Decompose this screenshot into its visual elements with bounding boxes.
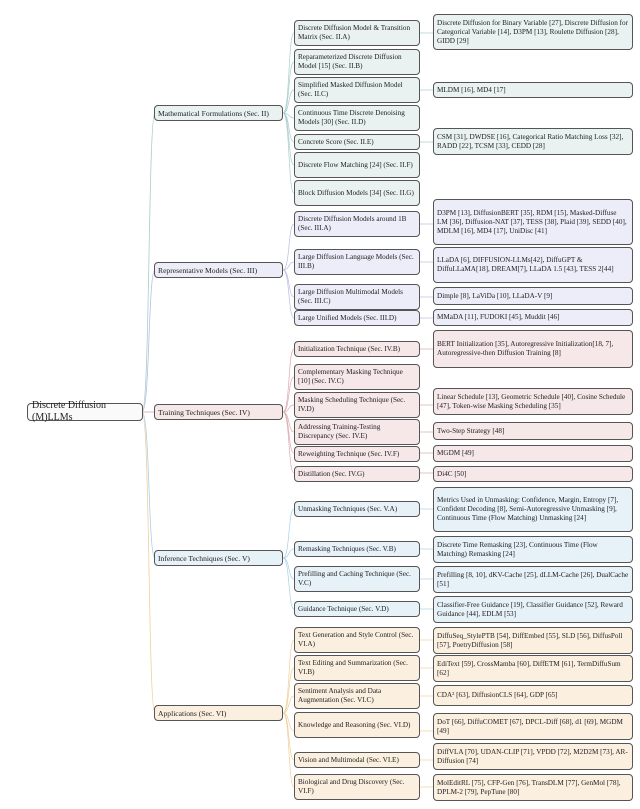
sub-node bbox=[294, 466, 420, 482]
leaf-node bbox=[433, 774, 633, 801]
node-label: Prefilling and Caching Technique (Sec. V.C) bbox=[298, 570, 411, 587]
node-label: Guidance Technique (Sec. V.D) bbox=[298, 604, 389, 613]
sub-node bbox=[294, 180, 420, 206]
node-label: Continuous Time Discrete Denoising Models [30] (Sec. II.D) bbox=[298, 109, 405, 126]
leaf-node bbox=[433, 743, 633, 770]
sub-node bbox=[294, 49, 420, 75]
sub-node bbox=[294, 105, 420, 131]
node-label: BERT Initialization [35], Autoregressive Initialization[18, 7], Autoregressive-then Diffusion Training [8] bbox=[437, 340, 614, 357]
leaf-node bbox=[433, 199, 633, 245]
leaf-node bbox=[433, 713, 633, 740]
node-label: Linear Schedule [13], Geometric Schedule [40], Cosine Schedule [47], Token-wise Masking Scheduling [35] bbox=[437, 392, 626, 410]
leaf-node bbox=[433, 627, 633, 654]
leaf-node bbox=[433, 536, 633, 563]
node-label: Sentiment Analysis and Data Augmentation (Sec. VI.C) bbox=[298, 687, 382, 704]
leaf-node bbox=[433, 445, 633, 462]
leaf-node bbox=[433, 128, 633, 155]
node-label: Simplified Masked Diffusion Model (Sec. II.C) bbox=[298, 81, 403, 98]
root-label: Discrete Diffusion (M)LLMs bbox=[32, 400, 106, 423]
node-label: Representative Models (Sec. III) bbox=[158, 265, 258, 275]
node-label: Unmasking Techniques (Sec. V.A) bbox=[298, 504, 398, 513]
sub-node bbox=[294, 683, 420, 709]
node-label: DiffuSeq_StylePTB [54], DiffEmbed [55], SLD [56], DiffusPoll [57], PoetryDiffusion [58] bbox=[437, 631, 623, 649]
node-label: Text Editing and Summarization (Sec. VI.B) bbox=[298, 659, 408, 676]
node-label: Reparameterized Discrete Diffusion Model [15] (Sec. II.B) bbox=[298, 53, 402, 70]
node-label: Complementary Masking Technique [10] (Sec. IV.C) bbox=[298, 368, 403, 385]
node-label: Discrete Diffusion Models around 1B (Sec. III.A) bbox=[298, 215, 407, 232]
sub-node bbox=[294, 419, 420, 445]
node-label: DoT [66], DiffuCOMET [67], DPCL-Diff [68], d1 [69], MGDM [49] bbox=[437, 717, 623, 735]
node-label: Concrete Score (Sec. II.E) bbox=[298, 137, 374, 146]
root-node bbox=[27, 400, 143, 423]
node-label: LLaDA [6], DIFFUSION-LLMs[42], DiffuGPT & DiffuLLaMA[18], DREAM[7], LLaDA 1.5 [43], TESS 2[44] bbox=[437, 256, 614, 273]
node-label: Vision and Multimodal (Sec. VI.E) bbox=[298, 755, 399, 764]
sub-node bbox=[294, 601, 420, 617]
category-math-formulations bbox=[154, 105, 283, 121]
node-label: Large Diffusion Multimodal Models (Sec. III.C) bbox=[298, 288, 403, 305]
sub-node bbox=[294, 249, 420, 275]
leaf-node bbox=[433, 566, 633, 593]
sub-node bbox=[294, 152, 420, 178]
leaf-node bbox=[433, 655, 633, 682]
category-applications bbox=[154, 705, 283, 721]
sub-node bbox=[294, 211, 420, 237]
category-inference-techniques bbox=[154, 550, 283, 566]
node-label: Reweighting Technique (Sec. IV.F) bbox=[298, 449, 400, 458]
leaf-node bbox=[433, 685, 633, 706]
node-label: Metrics Used in Unmasking: Confidence, Margin, Entropy [7], Confident Decoding [8], Semi-Autoregressive Unmasking [9], Continuous Time (Flow Matching) Unmasking [24] bbox=[437, 496, 619, 522]
sub-node bbox=[294, 364, 420, 390]
category-training-techniques bbox=[154, 404, 283, 420]
leaf-node bbox=[433, 596, 633, 623]
node-label: Biological and Drug Discovery (Sec. VI.F) bbox=[298, 778, 405, 795]
leaf-node bbox=[433, 82, 633, 98]
leaf-node bbox=[433, 247, 633, 283]
node-label: Discrete Diffusion Model & Transition Matrix (Sec. II.A) bbox=[298, 24, 411, 41]
leaf-node bbox=[433, 487, 633, 532]
node-label: Discrete Flow Matching [24] (Sec. II.F) bbox=[298, 160, 413, 169]
sub-node bbox=[294, 655, 420, 681]
node-label: MLDM [16], MD4 [17] bbox=[437, 85, 506, 94]
sub-node bbox=[294, 392, 420, 418]
node-label: Discrete Diffusion for Binary Variable [27], Discrete Diffusion for Categorical Variable [14], D3PM [13], Roulette Diffusion [28], GIDD [29] bbox=[437, 18, 629, 45]
sub-node bbox=[294, 627, 420, 653]
node-label: Large Unified Models (Sec. III.D) bbox=[298, 313, 397, 322]
node-label: Knowledge and Reasoning (Sec. VI.D) bbox=[298, 720, 411, 729]
node-label: Block Diffusion Models [34] (Sec. II.G) bbox=[298, 188, 414, 197]
sub-node bbox=[294, 446, 420, 462]
category-representative-models bbox=[154, 262, 283, 278]
leaf-node bbox=[433, 330, 633, 368]
node-label: Initialization Technique (Sec. IV.B) bbox=[298, 344, 401, 353]
node-label: Large Diffusion Language Models (Sec. III.B) bbox=[298, 253, 414, 270]
sub-node bbox=[294, 712, 420, 738]
node-label: Di4C [50] bbox=[437, 469, 467, 478]
node-label: Two-Step Strategy [48] bbox=[437, 426, 505, 435]
leaf-node bbox=[433, 466, 633, 482]
sub-node bbox=[294, 541, 420, 557]
node-label: DiffVLA [70], UDAN-CLIP [71], VPDD [72], M2D2M [73], AR-Diffusion [74] bbox=[437, 747, 628, 765]
node-label: Text Generation and Style Control (Sec. VI.A) bbox=[298, 631, 414, 648]
sub-node bbox=[294, 77, 420, 103]
node-label: Mathematical Formulations (Sec. II) bbox=[158, 108, 269, 118]
node-label: Remasking Techniques (Sec. V.B) bbox=[298, 544, 396, 553]
leaf-node bbox=[433, 14, 633, 50]
node-label: Inference Techniques (Sec. V) bbox=[158, 553, 250, 563]
sub-node bbox=[294, 134, 420, 150]
node-label: MMaDA [11], FUDOKI [45], Muddit [46] bbox=[437, 313, 560, 321]
sub-node bbox=[294, 341, 420, 357]
node-label: Masking Scheduling Technique (Sec. IV.D) bbox=[298, 396, 406, 413]
sub-node bbox=[294, 501, 420, 517]
sub-node bbox=[294, 284, 420, 310]
node-label: CDA² [63], DiffusionCLS [64], GDP [65] bbox=[437, 691, 558, 699]
node-label: EdiText [59], CrossMamba [60], DiffETM [61], TermDiffuSum [62] bbox=[437, 659, 621, 677]
node-label: Applications (Sec. VI) bbox=[158, 708, 227, 718]
sub-node bbox=[294, 752, 420, 768]
node-label: Discrete Time Remasking [23], Continuous Time (Flow Matching) Remasking [24] bbox=[437, 540, 598, 558]
sub-node bbox=[294, 20, 420, 46]
node-label: MolEditRL [75], CFP-Gen [76], TransDLM [77], GenMol [78], DPLM-2 [79], PepTune [80] bbox=[437, 778, 621, 796]
leaf-node bbox=[433, 388, 633, 415]
sub-node bbox=[294, 310, 420, 326]
node-label: Dimple [8], LaViDa [10], LLaDA-V [9] bbox=[437, 291, 553, 300]
node-label: Classifier-Free Guidance [19], Classifier Guidance [52], Reward Guidance [44], EDLM [53] bbox=[437, 600, 623, 618]
node-label: Prefilling [8, 10], dKV-Cache [25], dLLM-Cache [26], DualCache [51] bbox=[437, 570, 629, 588]
node-label: Distillation (Sec. IV.G) bbox=[298, 469, 365, 478]
node-label: D3PM [13], DiffusionBERT [35], RDM [15], Masked-Diffuse LM [36], Diffusion-NAT [37], TESS [38], Plaid [39], SEDD [40], MDLM [16], MD4 [17], UniDisc [41] bbox=[437, 208, 627, 235]
leaf-node bbox=[433, 422, 633, 440]
node-label: MGDM [49] bbox=[437, 449, 474, 457]
leaf-node bbox=[433, 309, 633, 326]
node-label: Training Techniques (Sec. IV) bbox=[158, 407, 250, 417]
sub-node bbox=[294, 566, 420, 592]
sub-node bbox=[294, 774, 420, 800]
leaf-node bbox=[433, 287, 633, 305]
node-label: CSM [31], DWDSE [16], Categorical Ratio Matching Loss [32], RADD [22], TCSM [33], CEDD [28] bbox=[437, 132, 624, 150]
node-label: Addressing Training-Testing Discrepancy (Sec. IV.E) bbox=[298, 423, 381, 440]
